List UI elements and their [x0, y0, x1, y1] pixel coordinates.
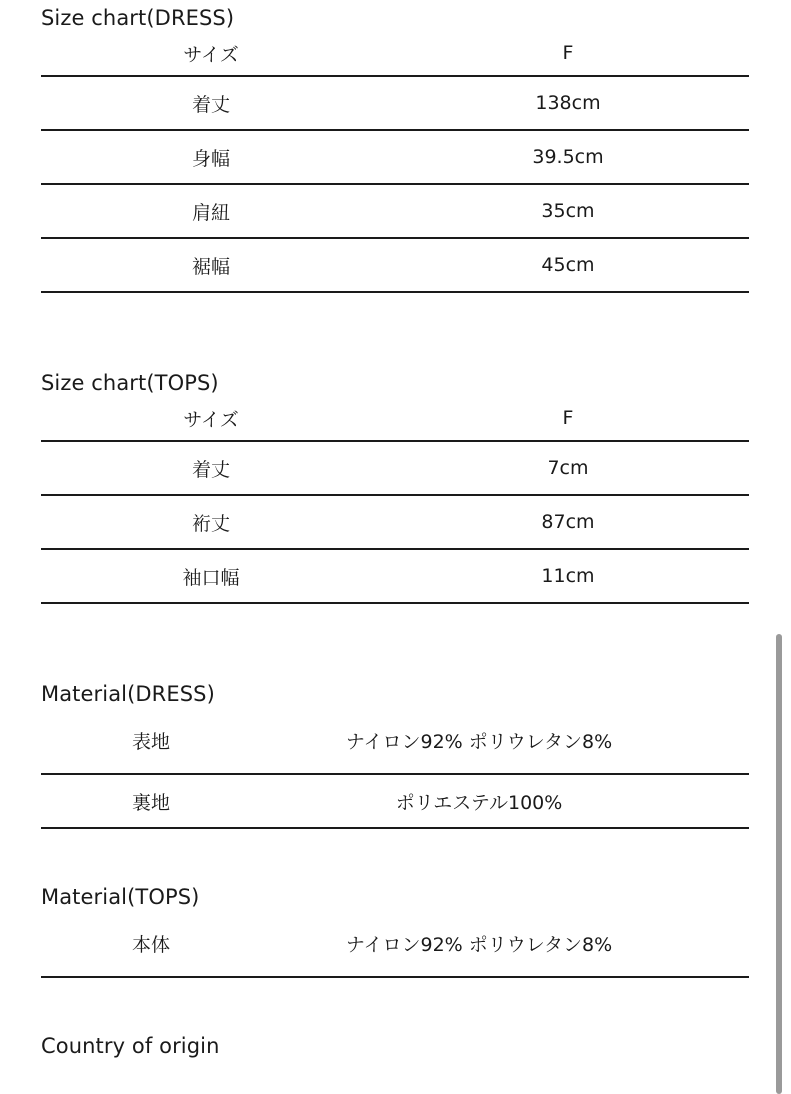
measure-label: 裾幅 — [191, 255, 230, 278]
material-value: ナイロン92% ポリウレタン8% — [345, 730, 613, 753]
section-title: Material(DRESS) — [41, 682, 215, 706]
table-row — [41, 550, 749, 604]
table-row — [41, 185, 749, 239]
measure-label: 着丈 — [191, 458, 230, 481]
table-header-row — [41, 396, 749, 442]
table-row — [41, 496, 749, 550]
material-label: 表地 — [131, 730, 170, 753]
section-title: Size chart(DRESS) — [41, 6, 235, 30]
measure-label: 身幅 — [191, 147, 230, 170]
measure-label: 着丈 — [191, 93, 230, 116]
table-row — [41, 77, 749, 131]
measure-label: 裄丈 — [191, 512, 230, 535]
table-row — [41, 239, 749, 293]
section-title: Country of origin — [41, 1034, 220, 1058]
size-chart-tops — [41, 370, 749, 604]
section-title: Material(TOPS) — [41, 885, 200, 909]
material-label: 本体 — [131, 933, 170, 956]
measure-value: 7cm — [547, 457, 589, 479]
measure-value: 45cm — [541, 254, 595, 276]
material-tops — [41, 884, 749, 978]
table-row — [41, 442, 749, 496]
table-row — [41, 910, 749, 978]
header-size: F — [562, 407, 574, 429]
measure-label: 肩紐 — [191, 201, 230, 224]
table-row — [41, 775, 749, 829]
size-chart-dress — [41, 5, 749, 293]
measure-value: 87cm — [541, 511, 595, 533]
table-header-row — [41, 31, 749, 77]
material-label: 裏地 — [131, 791, 170, 814]
table-row — [41, 131, 749, 185]
header-label: サイズ — [183, 43, 239, 66]
measure-value: 35cm — [541, 200, 595, 222]
header-size: F — [562, 42, 574, 64]
material-dress — [41, 681, 749, 829]
material-value: ポリエステル100% — [395, 791, 563, 814]
header-label: サイズ — [183, 408, 239, 431]
scrollbar-thumb[interactable] — [776, 634, 782, 1094]
measure-value: 11cm — [541, 565, 595, 587]
material-value: ナイロン92% ポリウレタン8% — [345, 933, 613, 956]
measure-label: 袖口幅 — [182, 566, 240, 589]
measure-value: 138cm — [535, 92, 601, 114]
country-of-origin — [41, 1033, 749, 1059]
section-title: Size chart(TOPS) — [41, 371, 219, 395]
measure-value: 39.5cm — [532, 146, 604, 168]
table-row — [41, 707, 749, 775]
